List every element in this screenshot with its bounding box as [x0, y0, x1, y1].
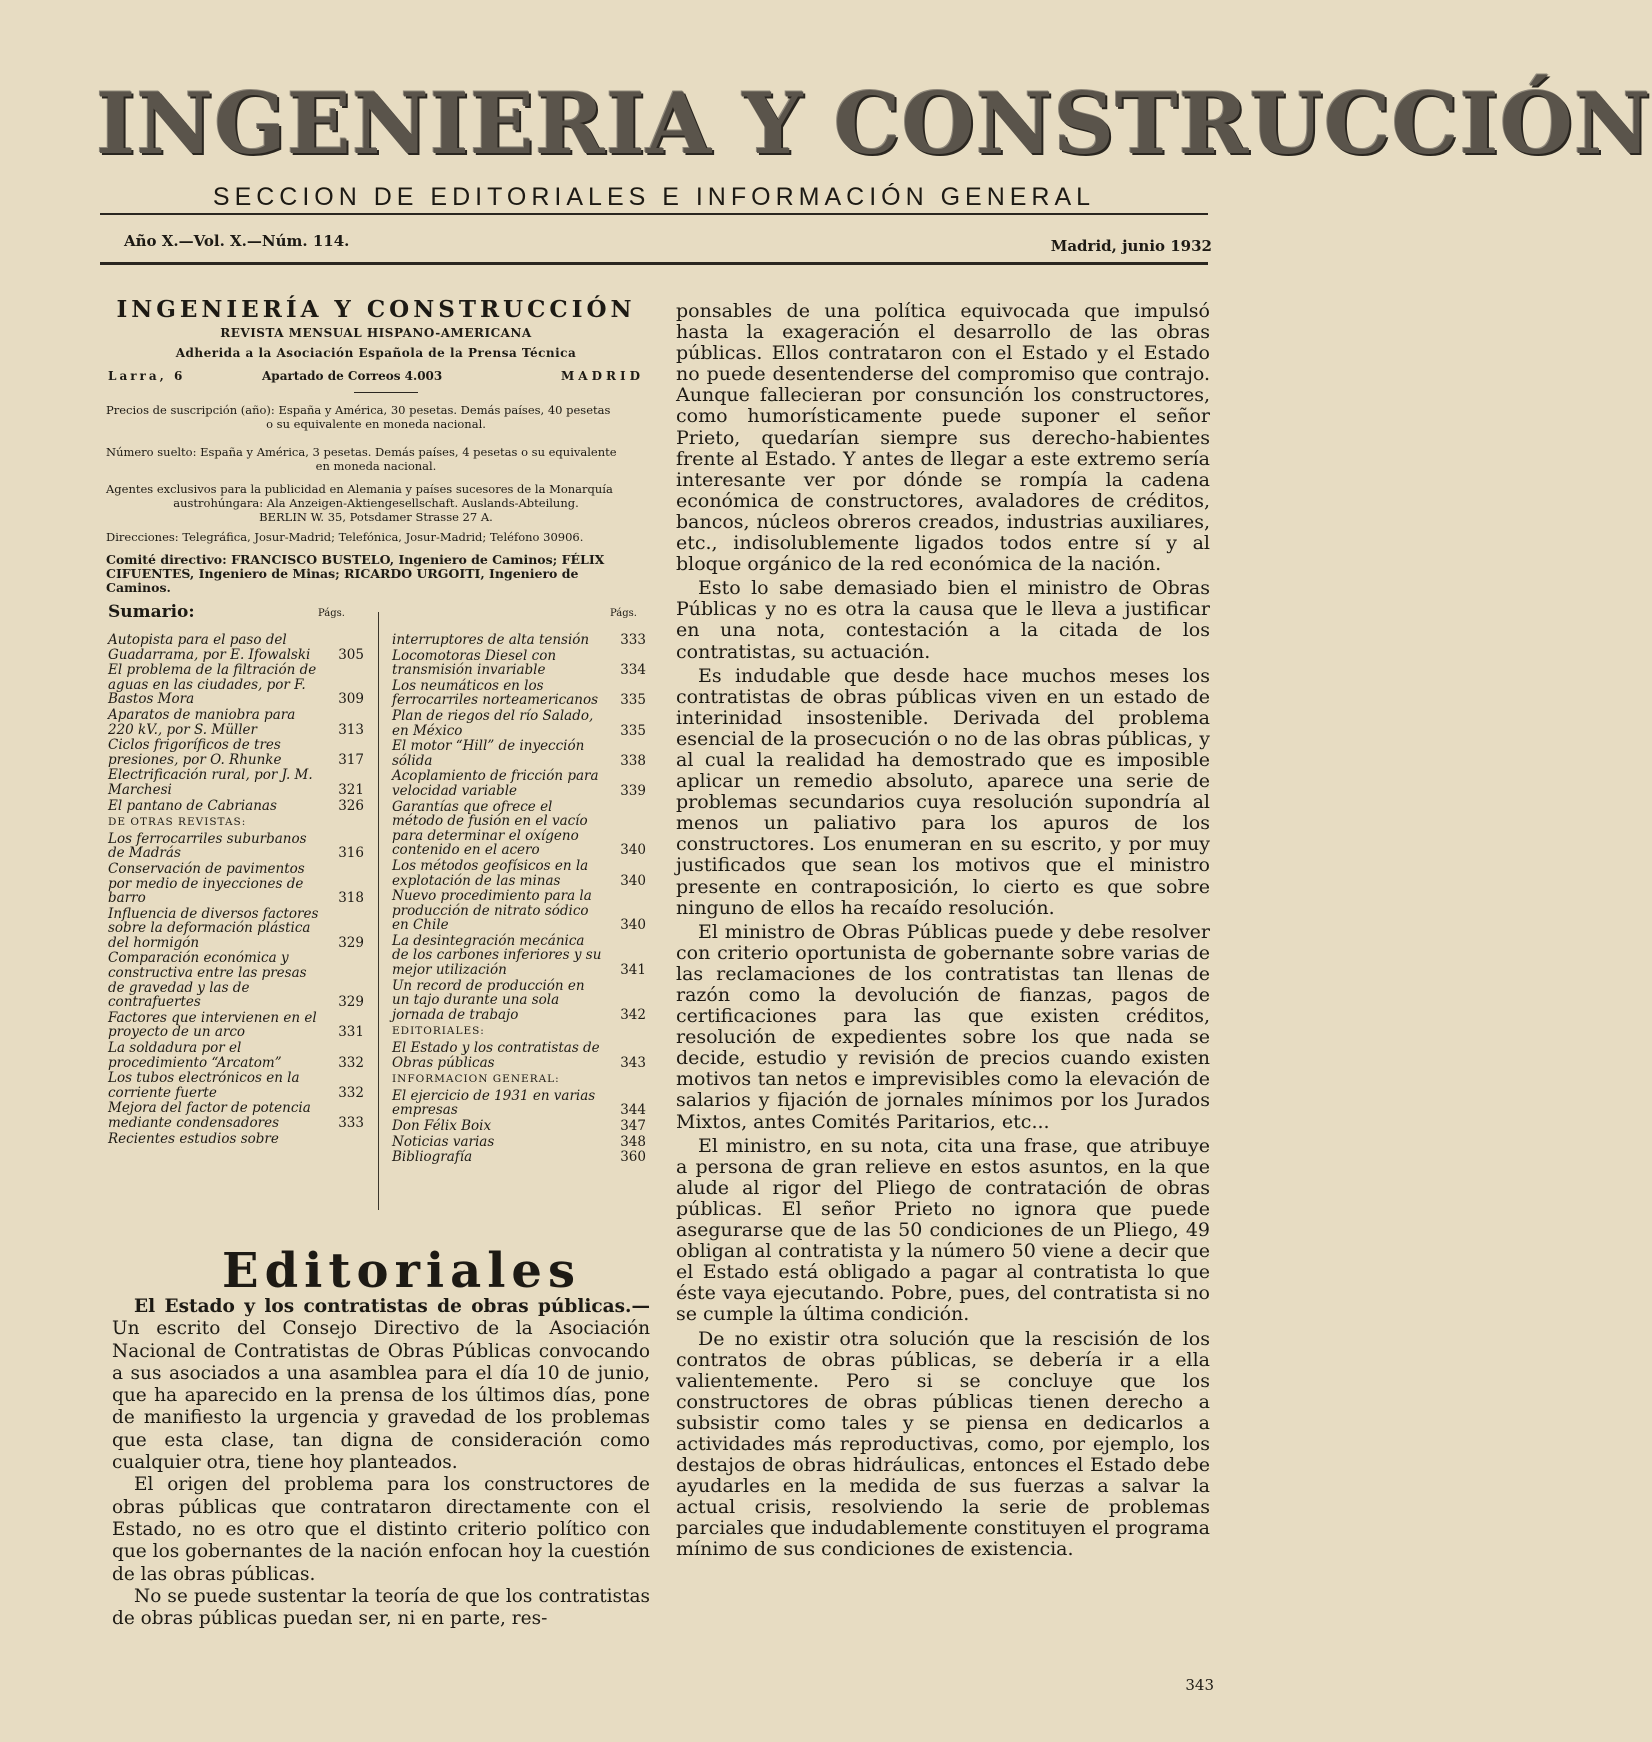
single-issue-block: [106, 445, 646, 473]
editorial-right-paragraph-4: El ministro de Obras Públicas puede y debe resolver con criterio oportunista de gobernante sobre varias de las reclamaciones de los contratistas tan llenas de razón como la devolución de fianzas, pagos de certificaciones para las que existen créditos, resolución de expedientes sobre los que nada se decide, estudio y revisión de precios cuando existen motivos tan netos e imprevisibles como la elevación de salarios y fijación de jornales mínimos por los Jurados Mixtos, antes Comités Paritarios, etc...: [676, 920, 1210, 1133]
toc-entry-title: Recientes estudios sobre: [108, 1130, 279, 1147]
toc-entry: [108, 633, 364, 662]
toc-left-reviews: [108, 832, 364, 1146]
issue-info: Año X.—Vol. X.—Núm. 114.: [124, 232, 350, 250]
toc-entry-page: 360: [620, 1149, 646, 1166]
toc-right-reviews: [392, 633, 646, 1022]
page-number: 343: [1185, 1676, 1214, 1694]
address-apartado: Apartado de Correos 4.003: [262, 369, 443, 383]
toc-entry: [108, 738, 364, 767]
toc-entry-title: Mejora del factor de potencia mediante condensadores: [108, 1100, 311, 1131]
toc-entry: [108, 907, 364, 951]
toc-info-entries: [392, 1089, 646, 1165]
single-line-2: en moneda nacional.: [315, 459, 437, 473]
committee-block: Comité directivo: FRANCISCO BUSTELO, Ingeniero de Caminos; FÉLIX CIFUENTES, Ingeniero de Minas; RICARDO URGOITI, Ingeniero de Caminos.: [106, 552, 605, 595]
toc-entry: [392, 679, 646, 708]
toc-other-reviews-label: DE OTRAS REVISTAS:: [108, 816, 247, 829]
magazine-adherida: Adherida a la Asociación Española de la Prensa Técnica: [175, 346, 577, 360]
toc-entry: [392, 889, 646, 933]
toc-entry-title: Plan de riegos del río Salado, en México: [392, 707, 594, 739]
toc-entry-page: 342: [620, 1006, 646, 1023]
toc-entry-title: interruptores de alta tensión: [392, 632, 590, 648]
agents-line-2: austrohúngara: Ala Anzeigen-Aktiengesellschaft. Auslands-Abteilung.: [173, 496, 579, 510]
editorial-right-paragraph-1: ponsables de una política equivocada que impulsó hasta la exageración el desarrollo de las obras públicas. Ellos contrataron con el Estado y el Estado no puede desentenderse del compromiso que contrajo. Aunque fallecieran por consunción los constructores, como humorísticamente puede suponer el señor Prieto, quedarían siempre sus derecho-habientes frente al Estado. Y antes de llegar a este extremo sería interesante ver por dónde se rompía la cadena económica de constructores, avaladores de créditos, bancos, núcleos obreros creados, industrias auxiliares, etc., indisolublemente ligados todos entre sí y al bloque orgánico de la red económica de la nación.: [676, 300, 1210, 576]
toc-entry-title: Ciclos frigoríficos de tres presiones, por O. Rhunke: [108, 737, 282, 768]
editorial-left-column: [112, 1296, 650, 1630]
toc-entry: [108, 832, 364, 861]
toc-entry-page: 329: [338, 934, 364, 951]
toc-entry: [108, 708, 364, 737]
editorial-right-paragraph-6: De no existir otra solución que la rescisión de los contratos de obras públicas, se debería ir a ella valientemente. Pero si se concluye que los constructores de obras públicas tienen derecho a subsistir como tales y se piensa en dedicarlos a actividades más reproductivas, como, por ejemplo, los destajos de obras hidráulicas, entonces el Estado debe ayudarles en la medida de sus fuerzas a salvar la actual crisis, resolviendo la serie de problemas parciales que indudablemente constituyen el programa mínimo de sus condiciones de existencia.: [676, 1327, 1210, 1561]
sumario-left-column: [108, 633, 364, 1147]
toc-entry: [108, 862, 364, 906]
toc-entry-page: 347: [620, 1118, 646, 1134]
sumario-right-column: [392, 633, 646, 1166]
editorial-left-paragraph-2: El origen del problema para los constructores de obras públicas que contrataron directamente con el Estado, no es otro que el distinto criterio político con que los gobernantes de la nación enfocan hoy la cuestión de las obras públicas.: [112, 1474, 650, 1585]
prices-line-1: Precios de suscripción (año): España y América, 30 pesetas. Demás países, 40 pesetas: [106, 403, 611, 417]
editoriales-heading: Editoriales: [222, 1243, 581, 1299]
toc-entry-title: Los métodos geofísicos en la explotación de las minas: [392, 857, 589, 889]
addresses-block: Direcciones: Telegráfica, Josur-Madrid; Telefónica, Josur-Madrid; Teléfono 30906.: [106, 530, 584, 544]
toc-entry: [108, 1101, 364, 1130]
toc-entry-title: Conservación de pavimentos por medio de inyecciones de barro: [108, 860, 305, 907]
toc-entry-title: Influencia de diversos factores sobre la deformación plástica del hormigón: [108, 905, 319, 951]
toc-entry-title: Noticias varias: [392, 1133, 495, 1150]
toc-entry-page: 333: [338, 1115, 364, 1131]
agents-block: [106, 482, 646, 524]
toc-editoriales-label: EDITORIALES:: [392, 1025, 485, 1038]
single-line-1: Número suelto: España y América, 3 pesetas. Demás países, 4 pesetas o su equivalente: [106, 445, 617, 459]
section-subtitle: SECCION DE EDITORIALES E INFORMACIÓN GENERAL: [212, 183, 1096, 211]
toc-entry-page: 321: [338, 781, 364, 798]
toc-left-articles: [108, 633, 364, 813]
toc-entry-title: Los tubos electrónicos en la corriente fuerte: [108, 1070, 300, 1101]
toc-entry: [392, 1041, 646, 1070]
toc-entry-page: 334: [620, 662, 646, 679]
prices-block: [106, 403, 646, 431]
toc-entry: [392, 979, 646, 1023]
toc-entry: [392, 934, 646, 978]
toc-entry-title: Acoplamiento de fricción para velocidad variable: [392, 768, 599, 799]
toc-entry-page: 329: [338, 994, 364, 1011]
editorial-right-paragraph-2: Esto lo sabe demasiado bien el ministro de Obras Públicas y no es otra la causa que le lleva a justificar en una nota, contestación a la citada de los contratistas, su actuación.: [676, 577, 1210, 663]
toc-entry: [108, 799, 364, 814]
toc-entry-page: 344: [620, 1102, 646, 1119]
toc-entry-page: 326: [338, 797, 364, 814]
toc-entry-page: 340: [620, 842, 646, 859]
toc-entry-title: Aparatos de maniobra para 220 kV., por S. Müller: [108, 706, 296, 738]
toc-entry-page: 348: [620, 1133, 646, 1150]
toc-entry-title: El Estado y los contratistas de Obras públicas: [392, 1040, 600, 1071]
toc-entry-title: Bibliografía: [392, 1149, 473, 1166]
editorial-left-text-1: Un escrito del Consejo Directivo de la Asociación Nacional de Contratistas de Obras Públicas convocando a sus asociados a una asamblea para el día 10 de junio, que ha aparecido en la prensa de los últimos días, pone de manifiesto la urgencia y gravedad de los problemas que esta clase, tan digna de consideración como cualquier otra, tiene hoy planteados.: [112, 1318, 650, 1474]
toc-entry-page: 335: [620, 722, 646, 739]
toc-entry-page: 305: [338, 646, 364, 663]
toc-entry-title: Nuevo procedimiento para la producción de nitrato sódico en Chile: [392, 888, 592, 934]
toc-entry: [392, 859, 646, 888]
toc-entry: [392, 1135, 646, 1150]
toc-entry-title: La soldadura por el procedimiento “Arcatom”: [108, 1040, 282, 1071]
issue-date: Madrid, junio 1932: [1050, 237, 1212, 255]
toc-entry-page: 340: [620, 917, 646, 934]
toc-entry-page: 340: [620, 872, 646, 889]
address-divider: [354, 392, 418, 393]
agents-line-1: Agentes exclusivos para la publicidad en Alemania y países sucesores de la Monarquía: [106, 482, 613, 496]
address-street: Larra, 6: [108, 369, 186, 383]
toc-entry-page: 338: [620, 752, 646, 769]
toc-entry-title: El problema de la filtración de aguas en las ciudades, por F. Bastos Mora: [108, 662, 317, 708]
toc-editoriales-entries: [392, 1041, 646, 1070]
toc-entry-title: Los neumáticos en los ferrocarriles norteamericanos: [392, 677, 599, 709]
editorial-right-paragraph-5: El ministro, en su nota, cita una frase, que atribuye a persona de gran relieve en estos asuntos, en la que alude al rigor del Pliego de contratación de obras públicas. El señor Prieto no ignora que puede asegurarse que de las 50 condiciones de un Pliego, 49 obligan al contratista y la número 50 viene a decir que el Estado está obligado a pagar al contratista lo que éste vaya ejecutando. Pobre, pues, del contratista si no se cumple la última condición.: [676, 1134, 1210, 1326]
sumario-pags-right: Págs.: [610, 608, 637, 619]
toc-entry-page: 317: [338, 751, 364, 768]
editorial-left-paragraph-3: No se puede sustentar la teoría de que los contratistas de obras públicas puedan ser, ni en parte, res-: [112, 1585, 650, 1630]
toc-entry-page: 333: [620, 632, 646, 648]
sumario-title: Sumario:: [108, 602, 195, 622]
header-rule-top: [100, 213, 1208, 215]
toc-entry: [108, 1011, 364, 1040]
masthead-title: INGENIERIA Y CONSTRUCCIÓN: [96, 74, 1652, 173]
toc-entry: [392, 1150, 646, 1165]
toc-entry-page: 309: [338, 691, 364, 708]
toc-entry: [108, 1132, 364, 1147]
toc-entry-title: Factores que intervienen en el proyecto de un arco: [108, 1009, 317, 1041]
toc-entry-title: Los ferrocarriles suburbanos de Madrás: [108, 830, 307, 862]
magazine-name: INGENIERÍA Y CONSTRUCCIÓN: [116, 296, 636, 323]
prices-line-2: o su equivalente en moneda nacional.: [266, 417, 486, 431]
sumario-column-divider: [378, 612, 379, 1210]
toc-entry-page: 332: [338, 1084, 364, 1101]
toc-entry: [392, 1119, 646, 1134]
toc-entry-page: 335: [620, 692, 646, 709]
toc-entry: [108, 663, 364, 707]
toc-entry-page: 318: [338, 890, 364, 907]
toc-entry: [392, 709, 646, 738]
toc-entry: [108, 1041, 364, 1070]
toc-entry: [392, 769, 646, 798]
editorial-right-column: [676, 301, 1210, 1564]
header-rule-bottom: [100, 262, 1208, 265]
toc-entry-title: Comparación económica y constructiva entre las presas de gravedad y las de contrafuertes: [108, 950, 307, 1011]
toc-entry: [108, 1071, 364, 1100]
agents-line-3: BERLIN W. 35, Potsdamer Strasse 27 A.: [259, 510, 493, 524]
toc-entry: [108, 951, 364, 1009]
toc-entry-title: Don Félix Boix: [392, 1118, 492, 1134]
toc-entry-title: Autopista para el paso del Guadarrama, por E. Ifowalski: [108, 632, 311, 663]
toc-entry-title: Electrificación rural, por J. M. Marchesi: [108, 767, 313, 798]
address-city: MADRID: [561, 369, 644, 383]
toc-entry-page: 343: [620, 1054, 646, 1071]
toc-entry-title: La desintegración mecánica de los carbones inferiores y su mejor utilización: [392, 932, 602, 979]
toc-entry-title: Un record de producción en un tajo durante una sola jornada de trabajo: [392, 977, 585, 1023]
toc-entry: [392, 1089, 646, 1118]
toc-entry-page: 341: [620, 962, 646, 979]
toc-entry-page: 331: [338, 1024, 364, 1041]
toc-entry-page: 339: [620, 782, 646, 799]
toc-entry-page: 313: [338, 721, 364, 738]
toc-entry-title: El ejercicio de 1931 en varias empresas: [392, 1087, 596, 1119]
toc-entry-title: El pantano de Cabrianas: [108, 797, 277, 814]
toc-entry: [392, 800, 646, 858]
magazine-subtitle: REVISTA MENSUAL HISPANO-AMERICANA: [220, 326, 532, 340]
toc-entry-page: 332: [338, 1054, 364, 1071]
toc-info-label: INFORMACION GENERAL:: [392, 1073, 560, 1086]
editorial-subhead: El Estado y los contratistas de obras públicas.—: [134, 1296, 650, 1317]
sumario-pags-left: Págs.: [318, 608, 345, 619]
toc-entry: [392, 649, 646, 678]
toc-entry-page: 316: [338, 845, 364, 862]
toc-entry: [392, 633, 646, 648]
editorial-right-paragraph-3: Es indudable que desde hace muchos meses los contratistas de obras públicas viven en un estado de interinidad insostenible. Derivada del problema esencial de la prosecución o no de las obras públicas, y al cual la realidad ha demostrado que es imposible aplicar un remedio absoluto, aparece una serie de problemas secundarios cuya resolución supondría al menos un paliativo para los apuros de los constructores. Los enumeran en su escrito, y por muy justificados que sean los motivos que el ministro presente en contraposición, lo cierto es que sobre ninguno de ellos ha recaído resolución.: [676, 664, 1210, 919]
toc-entry: [108, 768, 364, 797]
toc-entry: [392, 739, 646, 768]
toc-entry-title: Garantías que ofrece el método de fusión en el vacío para determinar el oxígeno contenido en el acero: [392, 798, 588, 859]
toc-entry-title: Locomotoras Diesel con transmisión invariable: [392, 647, 557, 679]
editorial-left-paragraph-1: [112, 1296, 650, 1474]
toc-entry-title: El motor “Hill” de inyección sólida: [392, 738, 585, 769]
